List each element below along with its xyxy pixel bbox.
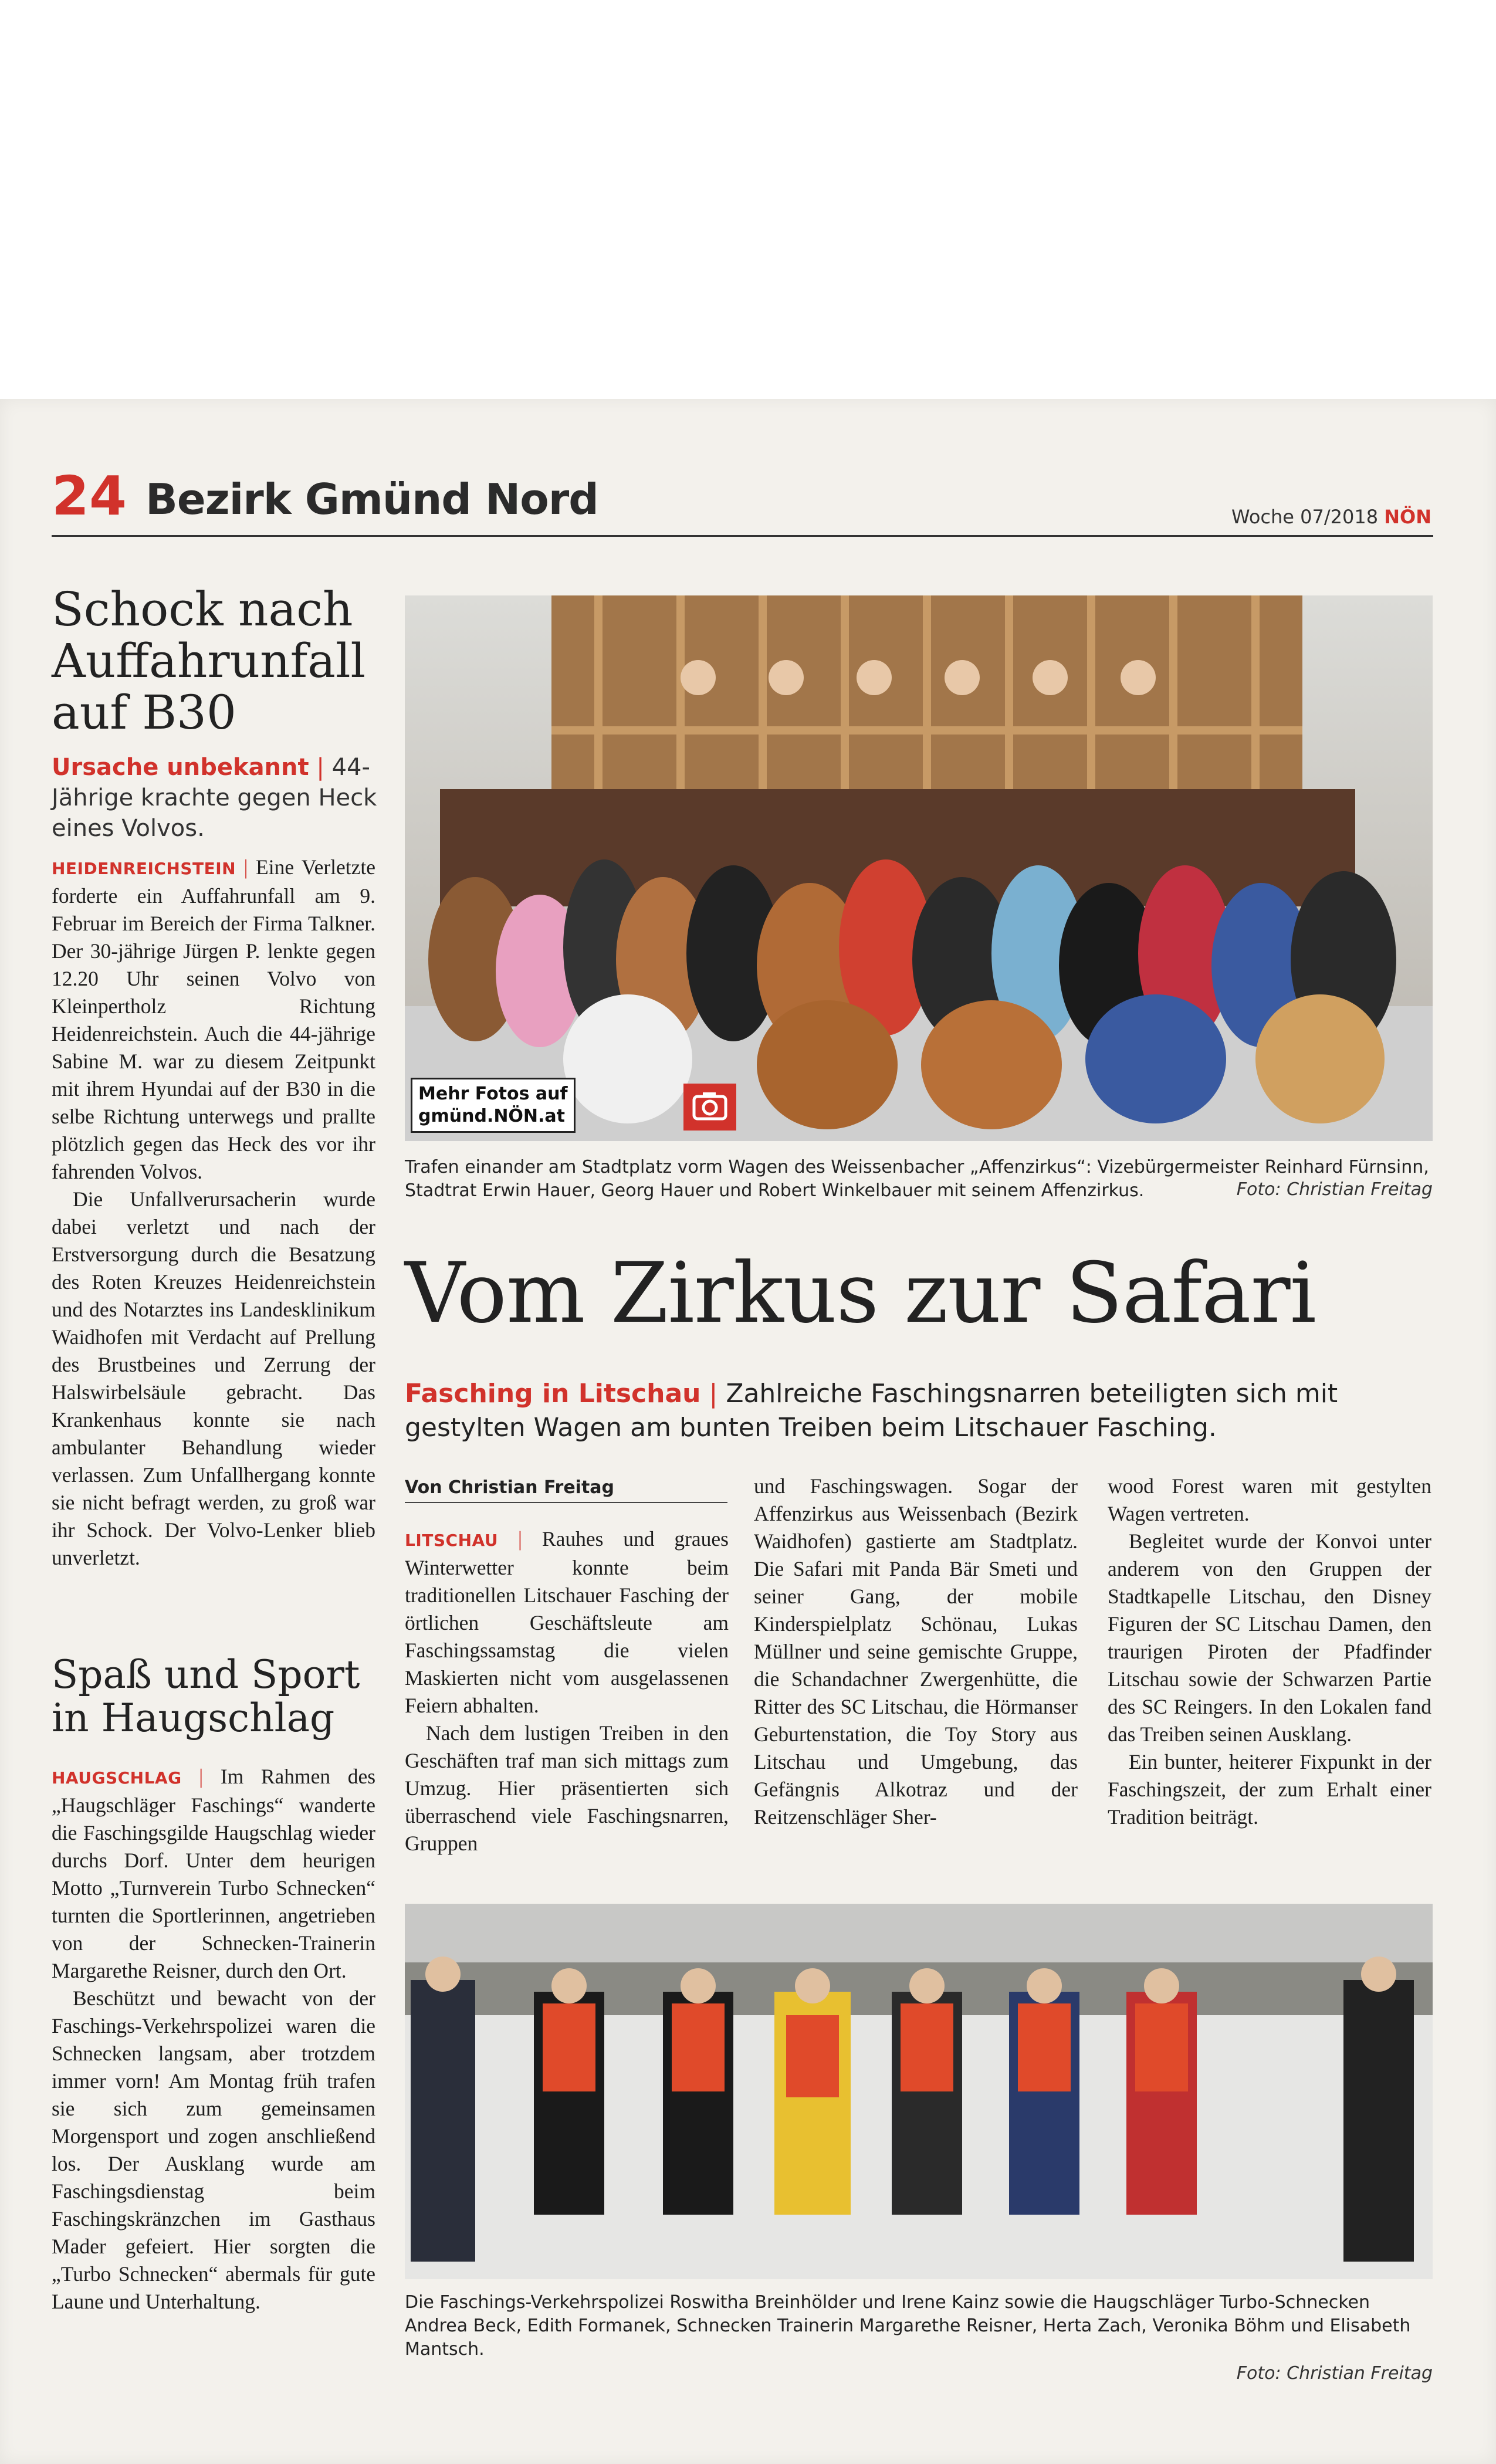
main-paragraph: Begleitet wurde der Konvoi unter anderem von den Gruppen der Stadtkapelle Litschau, den Disney Figuren der SC Litschau Damen, den traurigen Piroten der Pfadfinder Litschau sowie der Schwarzen Partie des SC Reingers. In den Lokalen fand das Treiben seinen Ausklang. [1108,1529,1431,1746]
main-paragraph: Nach dem lustigen Treiben in den Geschäften traf man sich mittags zum Umzug. Hier präsentierten sich überraschend viele Faschingsnarren, Gruppen [405,1721,729,1855]
main-headline: Vom Zirkus zur Safari [405,1245,1316,1342]
main-subhead-label: Fasching in Litschau [405,1379,701,1409]
photo-turbo-schnecken-image [405,1904,1433,2279]
main-byline: Von Christian Freitag [405,1477,615,1498]
issue-week: Woche 07/2018 [1231,506,1379,528]
main-column-2 [754,1473,1078,1831]
photo-turbo-schnecken [405,1904,1433,2279]
header-rule [52,535,1433,537]
article1-kicker-text: 44-Jährige krachte gegen Heck eines Volvos. [52,754,377,842]
main-paragraph: LITSCHAU | Rauhes und graues Winterwetter konnte beim traditionellen Litschauer Fasching der örtlichen Geschäftsleute am Faschingssamstag die vielen Maskierten nicht vom ausgelassenen Feiern abhalten. [405,1527,729,1717]
byline-rule [405,1502,727,1503]
photo2-caption: Die Faschings-Verkehrspolizei Roswitha Breinhölder und Irene Kainz sowie die Haugschläger Turbo-Schnecken Andrea Beck, Edith Formanek, Schnecken Trainerin Margarethe Reisner, Herta Zach, Veronika Böhm und Elisabeth Mantsch. [405,2292,1411,2360]
article1-kicker-label: Ursache unbekannt [52,754,309,781]
issue-info [1231,506,1431,528]
article1-paragraph: Die Unfallverursacherin wurde dabei verletzt und nach der Erstversorgung durch die Besatzung des Roten Kreuzes Heidenreichstein und des Notarztes ins Landesklinikum Waidhofen mit Verdacht auf Prellung des Brustbeines und Zerrung der Halswirbelsäule gebracht. Das Krankenhaus konnte sie nach ambulanter Behandlung wieder verlassen. Zum Unfallhergang konnte sie nicht befragt werden, zu groß war ihr Schock. Der Volvo-Lenker blieb unverletzt. [52,1187,375,1569]
article2-paragraph: Beschützt und bewacht von der Faschings-Verkehrspolizei waren die Schnecken langsam, aber trotzdem immer vorn! Am Montag früh trafen sie sich zum gemeinsamen Morgensport und zogen anschließend los. Der Ausklang wurde am Faschingsdienstag beim Faschingskränzchen im Gasthaus Mader gefeiert. Hier sorgten die „Turbo Schnecken“ abermals für gute Laune und Unterhaltung. [52,1986,375,2313]
main-paragraph: Ein bunter, heiterer Fixpunkt in der Faschingszeit, der zum Erhalt einer Tradition beiträgt. [1108,1750,1431,1829]
photo1-credit: Foto: Christian Freitag [1236,1179,1433,1200]
article2-headline: Spaß und Sport in Haugschlag [52,1652,360,1741]
article1-body [52,854,375,1572]
photo2-credit: Foto: Christian Freitag [1236,2363,1433,2384]
photo-affenzirkus-image [405,595,1433,1141]
main-subhead: Fasching in Litschau | Zahlreiche Faschingsnarren beteiligten sich mit gestylten Wagen am bunten Treiben beim Litschauer Fasching. [405,1379,1338,1443]
camera-icon[interactable] [683,1084,736,1131]
section-title: Bezirk Gmünd Nord [145,475,598,524]
photo1-caption: Trafen einander am Stadtplatz vorm Wagen des Weissenbacher „Affenzirkus“: Vizebürgermeister Reinhard Fürnsinn, Stadtrat Erwin Hauer, Georg Hauer und Robert Winkelbauer mit seinem Affenzirkus. [405,1157,1429,1201]
brand-logo: NÖN [1384,506,1431,528]
more-photos-badge[interactable]: Mehr Fotos auf gmünd.NÖN.at [411,1078,576,1133]
article1-paragraph: HEIDENREICHSTEIN | Eine Verletzte forderte ein Auffahrunfall am 9. Februar im Bereich der Firma Talkner. Der 30-jährige Jürgen P. lenkte gegen 12.20 Uhr seinen Volvo von Kleinpertholz Richtung Heidenreichstein. Auch die 44-jährige Sabine M. war zu diesem Zeitpunkt mit ihrem Hyundai auf der B30 in die selbe Richtung unterwegs und prallte plötzlich gegen das Heck des vor ihr fahrenden Volvos. [52,855,376,1183]
article2-paragraph: HAUGSCHLAG | Im Rahmen des „Haugschläger Faschings“ wanderte die Faschingsgilde Haugschlag wieder durchs Dorf. Unter dem heurigen Motto „Turnverein Turbo Schnecken“ turnten die Sportlerinnen, angetrieben von der Schnecken-Trainerin Margarethe Reisner, durch den Ort. [52,1765,376,1982]
article1-dateline: HEIDENREICHSTEIN [52,859,236,878]
main-column-1 [405,1525,729,1857]
page-number: 24 [52,465,127,527]
main-paragraph: und Faschingswagen. Sogar der Affenzirkus aus Weissenbach (Bezirk Waidhofen) gastierte am Stadtplatz. Die Safari mit Panda Bär Smeti und seiner Gang, der mobile Kinderspielplatz Schönau, Lukas Müllner und seine gemischte Gruppe, die Schandachner Zwergenhütte, die Ritter des SC Litschau, die Hörmanser Geburtenstation, die Toy Story aus Litschau und Umgebung, das Gefängnis Alkotraz und der Reitzenschläger Sher- [754,1474,1078,1829]
article1-headline: Schock nach Auffahrunfall auf B30 [52,582,366,740]
main-subhead-text: Zahlreiche Faschingsnarren beteiligten sich mit gestylten Wagen am bunten Treiben beim Litschauer Fasching. [405,1379,1338,1443]
article2-body [52,1763,375,2316]
article2-dateline: HAUGSCHLAG [52,1768,182,1788]
main-paragraph: wood Forest waren mit gestylten Wagen vertreten. [1108,1474,1431,1525]
photo-affenzirkus [405,595,1433,1141]
article1-kicker: Ursache unbekannt | 44-Jährige krachte gegen Heck eines Volvos. [52,754,377,842]
main-column-3 [1108,1473,1431,1831]
main-dateline: LITSCHAU [405,1531,499,1550]
